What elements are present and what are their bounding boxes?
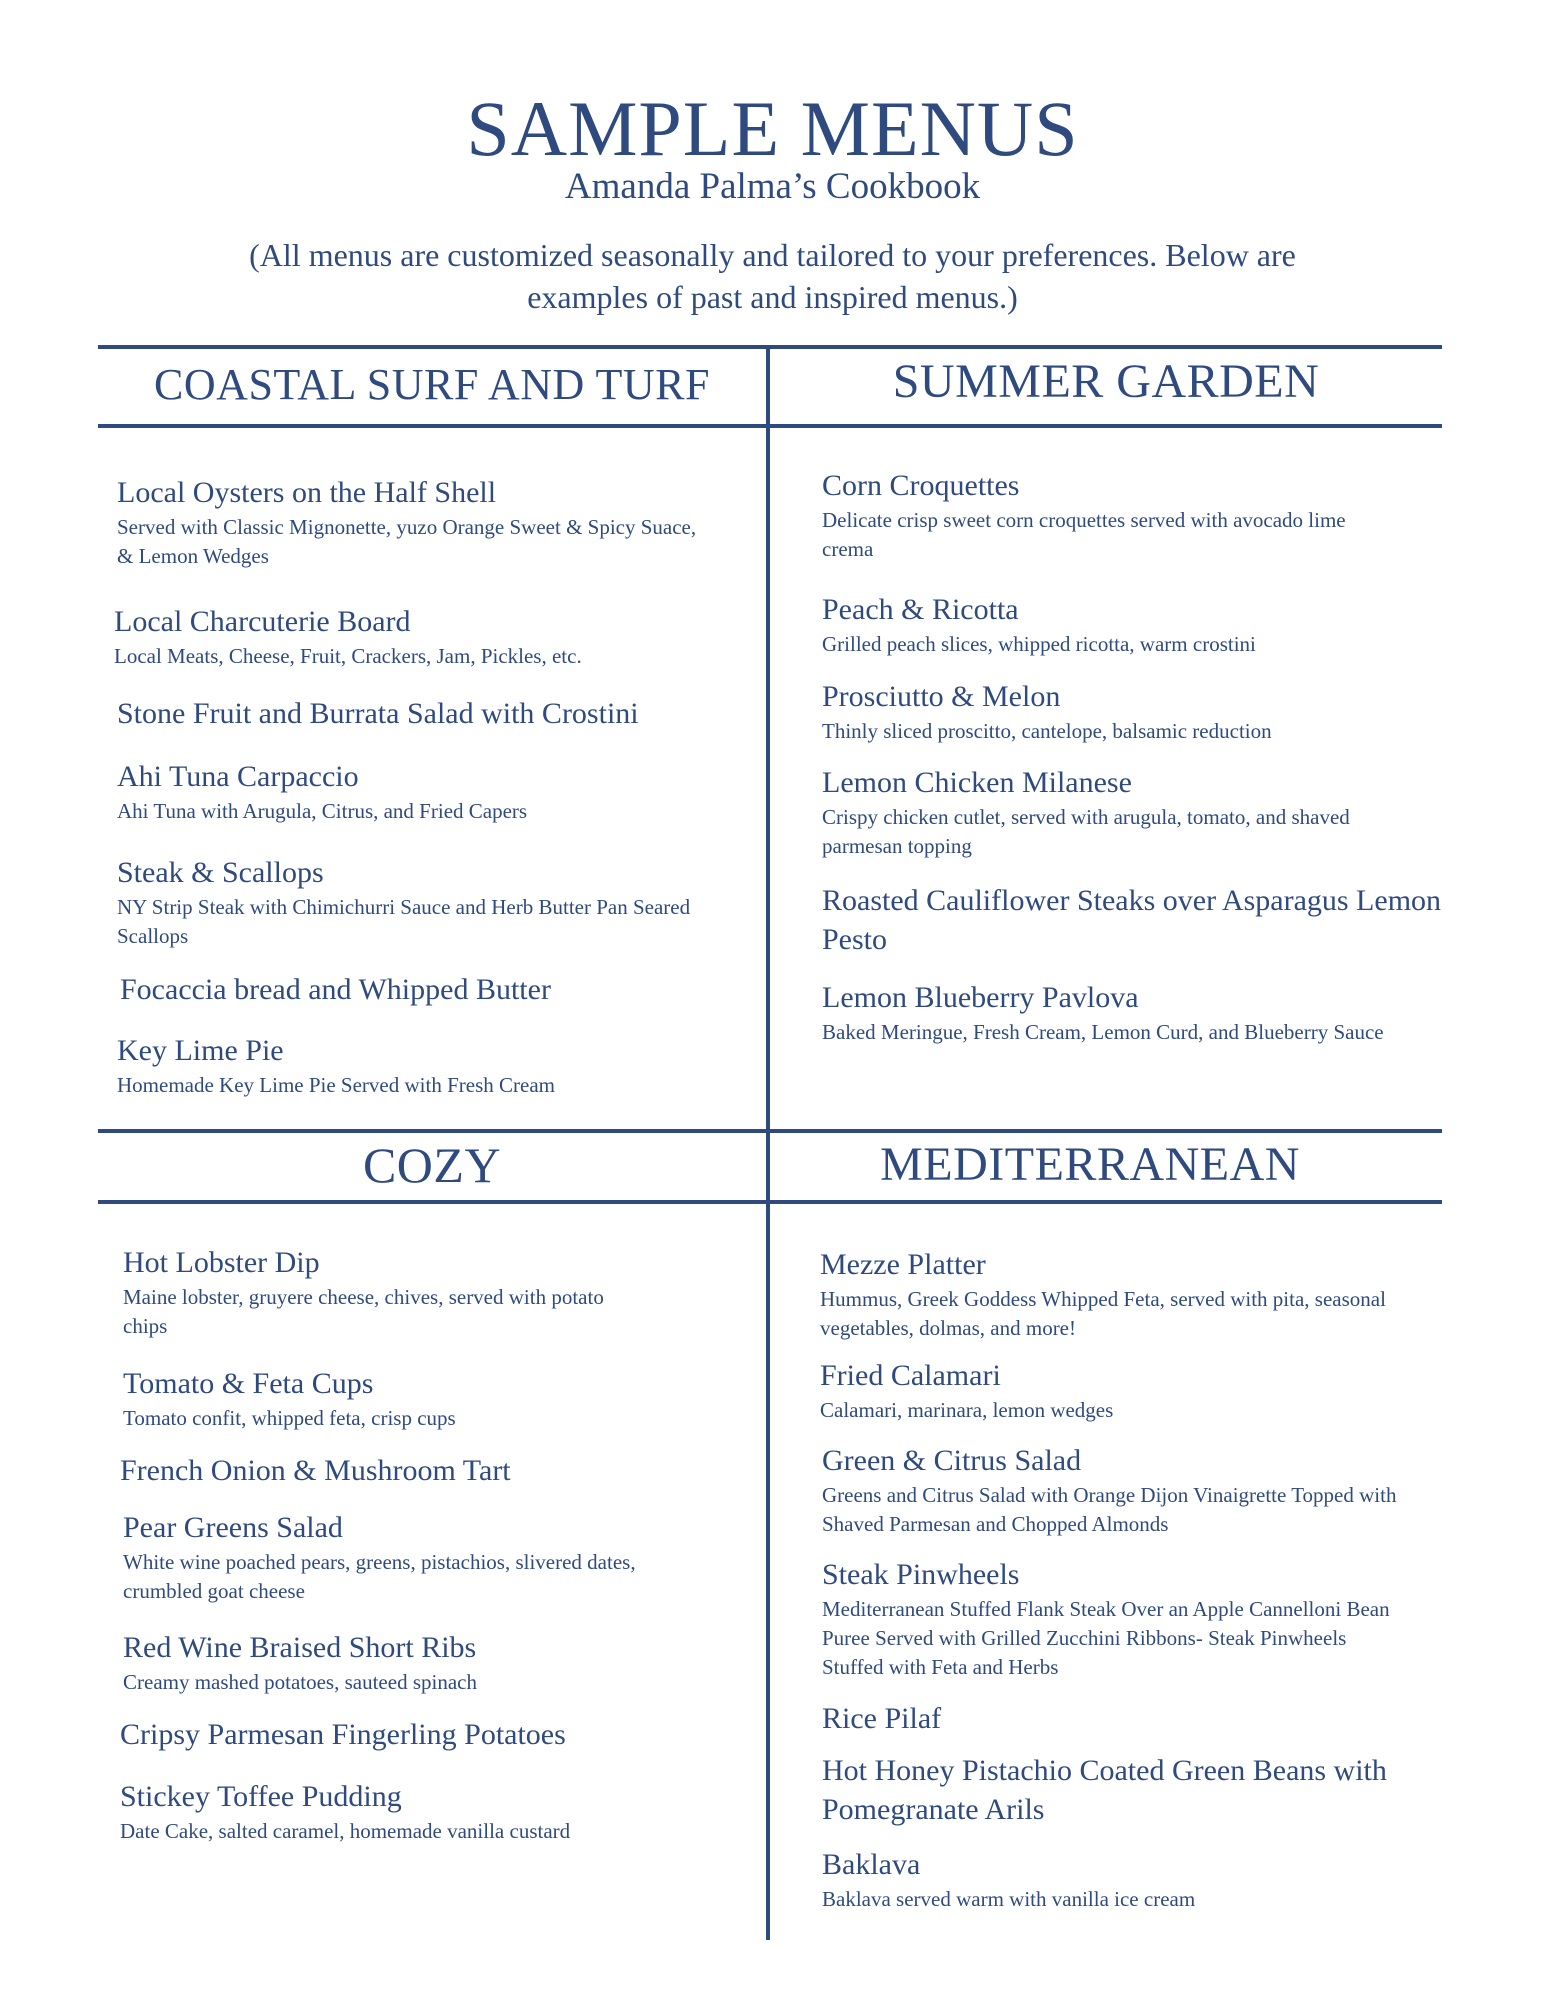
item-name: Baklava xyxy=(822,1848,921,1881)
menu-item xyxy=(822,466,1382,564)
item-name: Ahi Tuna Carpaccio xyxy=(117,760,359,793)
menu-title-cozy: COZY xyxy=(362,1137,502,1193)
menu-item xyxy=(822,1555,1402,1682)
item-name: Mezze Platter xyxy=(820,1248,986,1281)
menu-item xyxy=(822,590,1422,659)
item-description: Maine lobster, gruyere cheese, chives, served with potato chips xyxy=(123,1285,604,1338)
menu-item xyxy=(822,1845,1442,1914)
item-name: Stickey Toffee Pudding xyxy=(120,1780,402,1813)
item-name: Hot Lobster Dip xyxy=(123,1246,320,1279)
item-description: Crispy chicken cutlet, served with arugula, tomato, and shaved parmesan topping xyxy=(822,805,1350,858)
menu-item xyxy=(123,1628,743,1697)
menu-item xyxy=(123,1243,643,1341)
intro-note: (All menus are customized seasonally and tailored to your preferences. Below are examples of past and inspired menus.) xyxy=(249,237,1296,315)
menu-title-mediterranean: MEDITERRANEAN xyxy=(880,1138,1300,1191)
item-name: Stone Fruit and Burrata Salad with Crostini xyxy=(117,697,639,730)
item-name: Focaccia bread and Whipped Butter xyxy=(120,973,551,1006)
menu-item xyxy=(822,881,1477,959)
item-description: Mediterranean Stuffed Flank Steak Over an Apple Cannelloni Bean Puree Served with Grilled Zucchini Ribbons- Steak Pinwheels Stuffed with Feta and Herbs xyxy=(822,1597,1390,1679)
menu-item xyxy=(120,1777,760,1846)
menu-item xyxy=(820,1356,1440,1425)
item-description: Served with Classic Mignonette, yuzo Orange Sweet & Spicy Suace, & Lemon Wedges xyxy=(117,515,697,568)
item-name: Lemon Blueberry Pavlova xyxy=(822,981,1139,1014)
item-name: Pear Greens Salad xyxy=(123,1511,343,1544)
menu-item xyxy=(822,978,1422,1047)
menu-item xyxy=(820,1245,1410,1343)
item-name: Red Wine Braised Short Ribs xyxy=(123,1631,477,1664)
menu-title-summer-garden: SUMMER GARDEN xyxy=(892,355,1320,408)
menu-item xyxy=(114,602,734,671)
item-name: Fried Calamari xyxy=(820,1359,1001,1392)
item-description: Calamari, marinara, lemon wedges xyxy=(820,1398,1114,1422)
item-name: French Onion & Mushroom Tart xyxy=(120,1454,511,1487)
item-name: Peach & Ricotta xyxy=(822,593,1019,626)
item-name: Key Lime Pie xyxy=(117,1034,284,1067)
item-name: Rice Pilaf xyxy=(822,1702,942,1735)
item-name: Cripsy Parmesan Fingerling Potatoes xyxy=(120,1718,566,1751)
item-name: Local Charcuterie Board xyxy=(114,605,411,638)
item-description: Tomato confit, whipped feta, crisp cups xyxy=(123,1406,456,1430)
item-description: Baked Meringue, Fresh Cream, Lemon Curd, and Blueberry Sauce xyxy=(822,1020,1384,1044)
item-name: Lemon Chicken Milanese xyxy=(822,766,1132,799)
menu-item xyxy=(822,763,1382,861)
item-name: Hot Honey Pistachio Coated Green Beans with Pomegranate Arils xyxy=(822,1754,1387,1826)
item-description: Local Meats, Cheese, Fruit, Crackers, Jam, Pickles, etc. xyxy=(114,644,582,668)
item-name: Prosciutto & Melon xyxy=(822,680,1061,713)
item-description: White wine poached pears, greens, pistachios, slivered dates, crumbled goat cheese xyxy=(123,1550,636,1603)
menu-item xyxy=(117,853,707,951)
item-name: Steak & Scallops xyxy=(117,856,324,889)
item-description: Homemade Key Lime Pie Served with Fresh Cream xyxy=(117,1073,555,1097)
item-description: Greens and Citrus Salad with Orange Dijon Vinaigrette Topped with Shaved Parmesan and Chopped Almonds xyxy=(822,1483,1397,1536)
item-name: Steak Pinwheels xyxy=(822,1558,1020,1591)
item-name: Tomato & Feta Cups xyxy=(123,1367,374,1400)
menu-item xyxy=(117,694,737,733)
item-name: Corn Croquettes xyxy=(822,469,1020,502)
item-description: Baklava served warm with vanilla ice cream xyxy=(822,1887,1196,1911)
menu-item xyxy=(822,1441,1462,1539)
divider-under-bottom-titles xyxy=(98,1200,1442,1204)
menu-item xyxy=(123,1508,683,1606)
menu-item xyxy=(117,757,737,826)
item-description: Delicate crisp sweet corn croquettes served with avocado lime crema xyxy=(822,508,1346,561)
menu-item xyxy=(117,1031,737,1100)
menu-item xyxy=(822,1751,1422,1829)
page-subtitle: Amanda Palma’s Cookbook xyxy=(564,166,981,207)
menu-item xyxy=(822,677,1422,746)
item-name: Roasted Cauliflower Steaks over Asparagus Lemon Pesto xyxy=(822,884,1442,956)
divider-middle xyxy=(98,1129,1442,1133)
menu-item xyxy=(120,1715,760,1754)
divider-top xyxy=(98,345,1442,349)
page-title: SAMPLE MENUS xyxy=(466,85,1079,172)
item-description: Creamy mashed potatoes, sauteed spinach xyxy=(123,1670,477,1694)
menu-item xyxy=(120,1451,740,1490)
menu-item xyxy=(123,1364,743,1433)
item-description: Hummus, Greek Goddess Whipped Feta, served with pita, seasonal vegetables, dolmas, and more! xyxy=(820,1287,1386,1340)
menu-item xyxy=(120,970,740,1009)
item-name: Local Oysters on the Half Shell xyxy=(117,476,497,509)
menu-title-coastal: COASTAL SURF AND TURF xyxy=(154,360,710,409)
divider-under-top-titles xyxy=(98,424,1442,428)
menu-item xyxy=(117,473,707,571)
item-description: Date Cake, salted caramel, homemade vanilla custard xyxy=(120,1819,571,1843)
item-description: Ahi Tuna with Arugula, Citrus, and Fried Capers xyxy=(117,799,528,823)
item-description: Thinly sliced proscitto, cantelope, balsamic reduction xyxy=(822,719,1272,743)
item-description: Grilled peach slices, whipped ricotta, warm crostini xyxy=(822,632,1256,656)
item-description: NY Strip Steak with Chimichurri Sauce and Herb Butter Pan Seared Scallops xyxy=(117,895,691,948)
menu-item xyxy=(822,1699,1442,1738)
item-name: Green & Citrus Salad xyxy=(822,1444,1082,1477)
